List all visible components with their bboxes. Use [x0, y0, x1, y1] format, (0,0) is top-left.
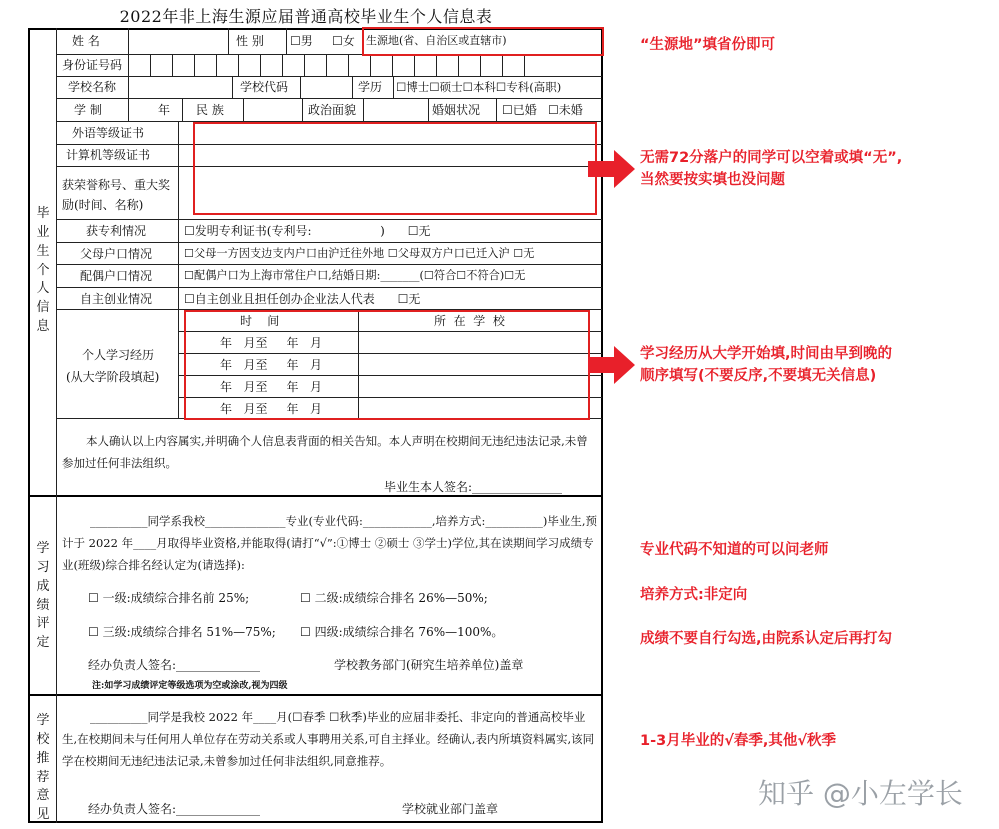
parents-household-label: 父母户口情况: [80, 247, 153, 261]
study-row-4[interactable]: 年 月至 年 月: [220, 402, 322, 416]
degree-label: 学历: [358, 80, 383, 94]
male-checkbox[interactable]: ☐男: [290, 34, 313, 48]
declaration-text: 本人确认以上内容属实,并明确个人信息表背面的相关告知。本人声明在校期间无违纪违法记录,未曾参加过任何非法组织。: [62, 434, 588, 470]
arrow-right-icon: [588, 150, 636, 188]
grades-stamp: 学校教务部门(研究生培养单位)盖章: [334, 658, 524, 672]
startup-options[interactable]: ☐自主创业且担任创办企业法人代表 ☐无: [184, 292, 421, 306]
grade-level-3[interactable]: ☐ 三级:成绩综合排名 51%—75%;: [88, 625, 276, 639]
arrow-right-icon: [588, 346, 636, 384]
form-title: 2022年非上海生源应届普通高校毕业生个人信息表: [119, 7, 493, 26]
female-checkbox[interactable]: ☐女: [332, 34, 355, 48]
gender-label: 性 别: [236, 34, 264, 48]
grades-note: 注:如学习成绩评定等级选项为空或涂改,视为四级: [92, 681, 288, 691]
note-study-line2: 顺序填写(不要反序,不要填无关信息): [640, 368, 877, 384]
recommend-handler-signature[interactable]: 经办负责人签名:______________: [88, 802, 261, 816]
patent-options[interactable]: ☐发明专利证书(专利号: ) ☐无: [184, 224, 431, 238]
recommendation-text: __________同学是我校 2022 年____月(☐春季 ☐秋季)毕业的应届非委托、非定向的普通高校毕业生,在校期间未与任何用人单位存在劳动关系或人事聘用关系,可自主择业。经确认,表内所填资料属实,该同学在校期间无违纪违法记录,未曾参加过任何非法组织,同意推荐。: [62, 710, 595, 768]
grade-level-1[interactable]: ☐ 一级:成绩综合排名前 25%;: [88, 591, 250, 605]
spouse-household-label: 配偶户口情况: [80, 269, 153, 283]
study-row-3[interactable]: 年 月至 年 月: [220, 380, 322, 394]
study-time-header: 时 间: [240, 314, 280, 328]
school-name-label: 学校名称: [68, 80, 117, 94]
watermark: 知乎 @小左学长: [758, 777, 963, 810]
optional-fields-highlight-box: [193, 122, 597, 215]
grades-handler-signature[interactable]: 经办负责人签名:______________: [88, 658, 261, 672]
study-history-label: 个人学习经历: [82, 348, 155, 362]
ethnic-label: 民 族: [196, 103, 224, 117]
marital-label: 婚姻状况: [432, 103, 481, 117]
id-number-label: 身份证号码: [62, 58, 123, 72]
unmarried-checkbox[interactable]: ☐未婚: [548, 103, 583, 117]
note-grades: 成绩不要自行勾选,由院系认定后再打勾: [640, 631, 893, 647]
section2-side-label: 学 习 成 绩 评 定: [36, 541, 50, 651]
note-origin: “生源地”填省份即可: [640, 37, 776, 53]
spouse-household-options[interactable]: ☐配偶户口为上海市常住户口,结婚日期:_______(☐符合☐不符合)☐无: [184, 269, 526, 282]
study-school-header: 所 在 学 校: [434, 314, 505, 328]
study-length-label: 学 制: [74, 103, 102, 117]
parents-household-options[interactable]: ☐父母一方因支边支内户口由沪迁往外地 ☐父母双方户口已迁入沪 ☐无: [184, 247, 535, 260]
note-training: 培养方式:非定向: [640, 587, 748, 603]
grade-level-4[interactable]: ☐ 四级:成绩综合排名 76%—100%。: [300, 625, 504, 639]
political-label: 政治面貌: [308, 103, 357, 117]
note-optional-line2: 当然要按实填也没问题: [640, 172, 785, 188]
study-history-hint: (从大学阶段填起): [66, 370, 160, 384]
honors-label: 获荣誉称号、重大奖励(时间、名称): [62, 178, 171, 212]
study-row-2[interactable]: 年 月至 年 月: [220, 358, 322, 372]
note-study-line1: 学习经历从大学开始填,时间由早到晚的: [640, 346, 893, 362]
startup-label: 自主创业情况: [80, 292, 153, 306]
school-code-label: 学校代码: [240, 80, 289, 94]
study-length-year: 年: [158, 103, 171, 117]
note-optional-line1: 无需72分落户的同学可以空着或填“无”,: [640, 150, 903, 166]
study-row-1[interactable]: 年 月至 年 月: [220, 336, 322, 350]
origin-highlight-box: [362, 27, 604, 56]
grade-level-2[interactable]: ☐ 二级:成绩综合排名 26%—50%;: [300, 591, 488, 605]
study-history-highlight-box: [184, 310, 590, 420]
name-label: 姓 名: [72, 34, 100, 48]
patent-label: 获专利情况: [86, 224, 147, 238]
note-major-code: 专业代码不知道的可以问老师: [640, 542, 829, 558]
graduate-signature[interactable]: 毕业生本人签名:_______________: [384, 480, 563, 494]
section1-side-label: 毕 业 生 个 人 信 息: [36, 206, 50, 335]
employment-stamp: 学校就业部门盖章: [402, 802, 499, 816]
foreign-language-label: 外语等级证书: [72, 126, 145, 140]
grades-text: __________同学系我校______________专业(专业代码:____________,培养方式:__________)毕业生,预计于 2022 年____月取得毕业资格,并能取得(请打“√”:①博士 ②硕士 ③学士)学位,其在读期间学习成绩专业(班级)综合排名经认定为(请选择):: [62, 514, 598, 572]
computer-cert-label: 计算机等级证书: [66, 148, 151, 162]
origin-label: 生源地(省、自治区或直辖市): [366, 34, 507, 47]
degree-options[interactable]: ☐博士☐硕士☐本科☐专科(高职): [396, 80, 562, 94]
section3-side-label: 学 校 推 荐 意 见: [36, 713, 50, 823]
note-season: 1-3月毕业的√春季,其他√秋季: [640, 733, 837, 749]
married-checkbox[interactable]: ☐已婚: [502, 103, 537, 117]
